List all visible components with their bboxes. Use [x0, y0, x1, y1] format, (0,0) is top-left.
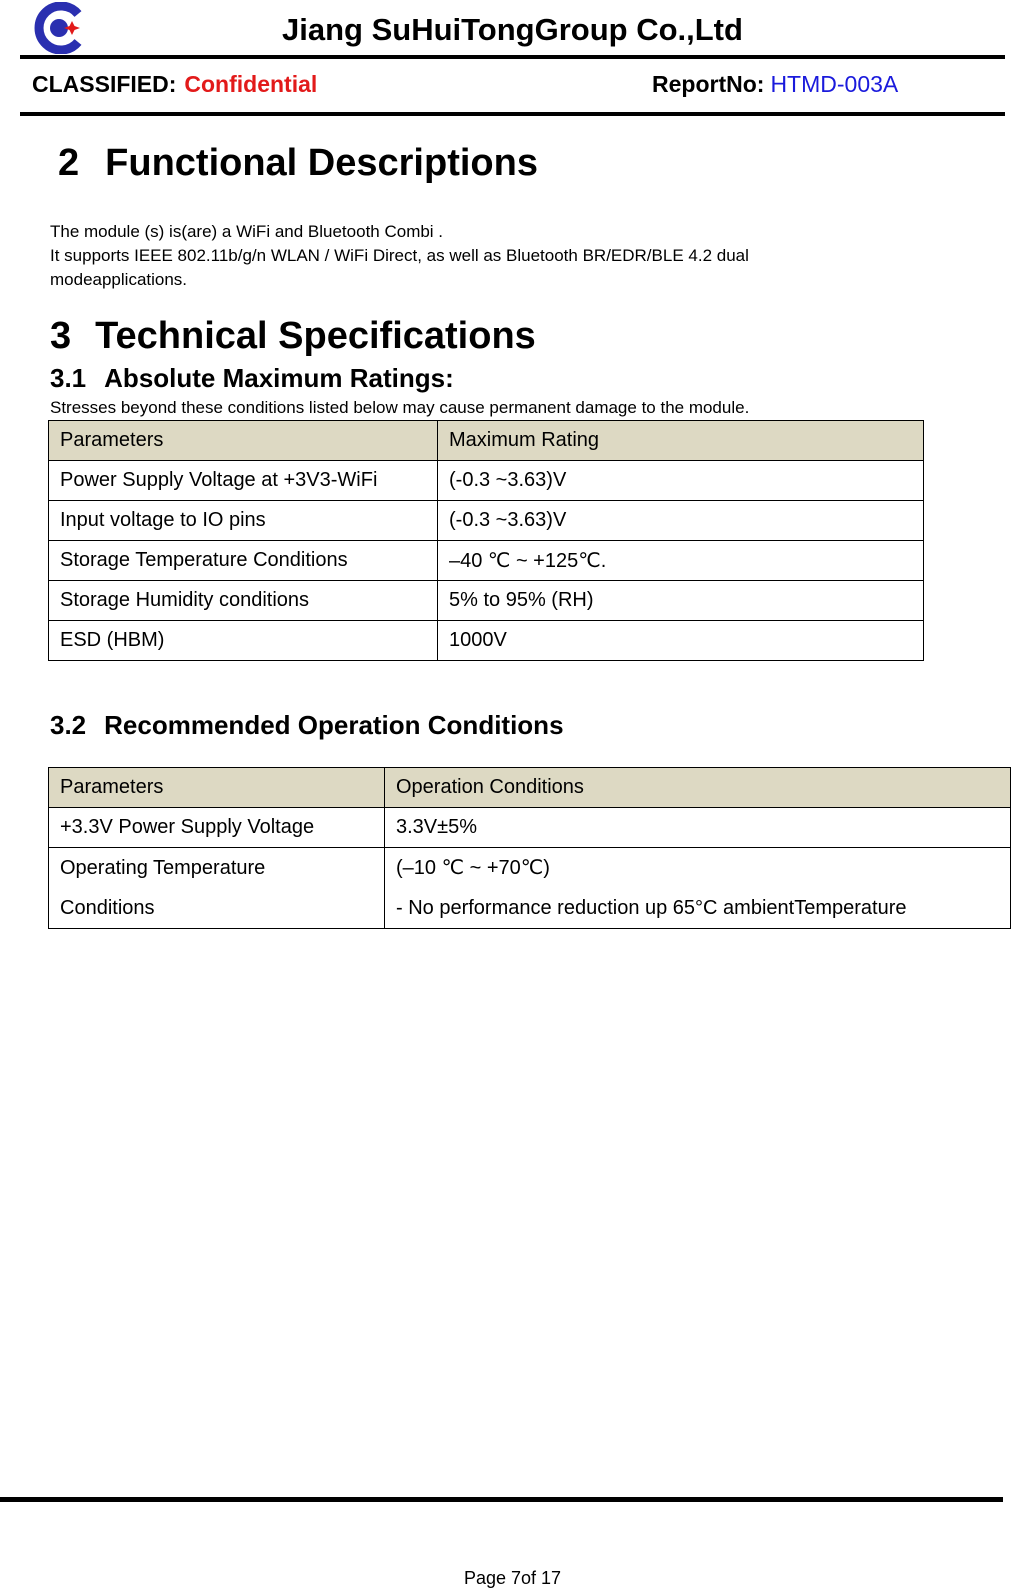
section-2-number: 2	[58, 142, 80, 184]
table-header-row	[49, 421, 924, 461]
table-cell: Input voltage to IO pins	[49, 501, 438, 541]
table-cell: Storage Temperature Conditions	[49, 541, 438, 581]
section-3-1-number: 3.1	[50, 363, 87, 393]
absolute-max-ratings-table	[48, 420, 924, 661]
header-cell: Parameters	[49, 421, 438, 461]
classification	[32, 71, 317, 98]
table-row	[49, 541, 924, 581]
table-row	[49, 621, 924, 661]
section-2-heading	[58, 142, 538, 185]
table-row	[49, 461, 924, 501]
table-cell: 1000V	[438, 621, 924, 661]
section-3-title: Technical Specifications	[95, 315, 536, 357]
header-cell: Operation Conditions	[385, 768, 1011, 808]
report-label: ReportNo:	[652, 71, 765, 97]
cell-line: Operating Temperature	[60, 857, 266, 879]
table-row	[49, 581, 924, 621]
header-cell: Parameters	[49, 768, 385, 808]
report-number	[652, 71, 898, 98]
section-3-heading	[50, 315, 536, 358]
header-rule-top	[20, 55, 1005, 59]
table-cell: Power Supply Voltage at +3V3-WiFi	[49, 461, 438, 501]
table-row	[49, 848, 1011, 929]
table-cell: –40 ℃ ~ +125℃.	[438, 541, 924, 581]
company-name: Jiang SuHuiTongGroup Co.,Ltd	[282, 12, 743, 47]
report-value: HTMD-003A	[770, 71, 899, 97]
table-cell: 3.3V±5%	[385, 808, 1011, 848]
table-cell: (-0.3 ~3.63)V	[438, 461, 924, 501]
section-2-body	[50, 220, 749, 292]
classified-value: Confidential	[184, 71, 318, 97]
section-3-2-title: Recommended Operation Conditions	[104, 710, 564, 740]
cell-line: (–10 ℃ ~ +70℃)	[396, 857, 550, 879]
footer-rule	[0, 1497, 1003, 1502]
section-3-1-note: Stresses beyond these conditions listed below may cause permanent damage to the module.	[50, 398, 750, 417]
table-cell: ESD (HBM)	[49, 621, 438, 661]
operation-conditions-table	[48, 767, 1011, 929]
header-cell: Maximum Rating	[438, 421, 924, 461]
table-cell: Storage Humidity conditions	[49, 581, 438, 621]
section-2-line: The module (s) is(are) a WiFi and Bluetooth Combi .	[50, 222, 444, 241]
cell-line: Conditions	[60, 897, 155, 919]
section-3-2-heading	[50, 710, 564, 741]
section-2-line: modeapplications.	[50, 270, 188, 289]
section-2-line: It supports IEEE 802.11b/g/n WLAN / WiFi Direct, as well as Bluetooth BR/EDR/BLE 4.2 dual	[50, 246, 749, 265]
section-3-1-heading	[50, 363, 454, 394]
table-header-row	[49, 768, 1011, 808]
cell-line: - No performance reduction up 65°C ambientTemperature	[396, 897, 907, 919]
classified-label: CLASSIFIED:	[32, 71, 177, 97]
section-3-2-number: 3.2	[50, 710, 87, 740]
page-number: Page 7of 17	[463, 1568, 562, 1588]
table-cell: (-0.3 ~3.63)V	[438, 501, 924, 541]
table-cell	[49, 848, 385, 929]
table-row	[49, 501, 924, 541]
section-3-number: 3	[50, 315, 72, 357]
section-2-title: Functional Descriptions	[105, 142, 538, 184]
table-row	[49, 808, 1011, 848]
table-cell: +3.3V Power Supply Voltage	[49, 808, 385, 848]
table-cell: 5% to 95% (RH)	[438, 581, 924, 621]
table-cell	[385, 848, 1011, 929]
header-rule-bottom	[20, 112, 1005, 116]
section-3-1-title: Absolute Maximum Ratings:	[104, 363, 454, 393]
